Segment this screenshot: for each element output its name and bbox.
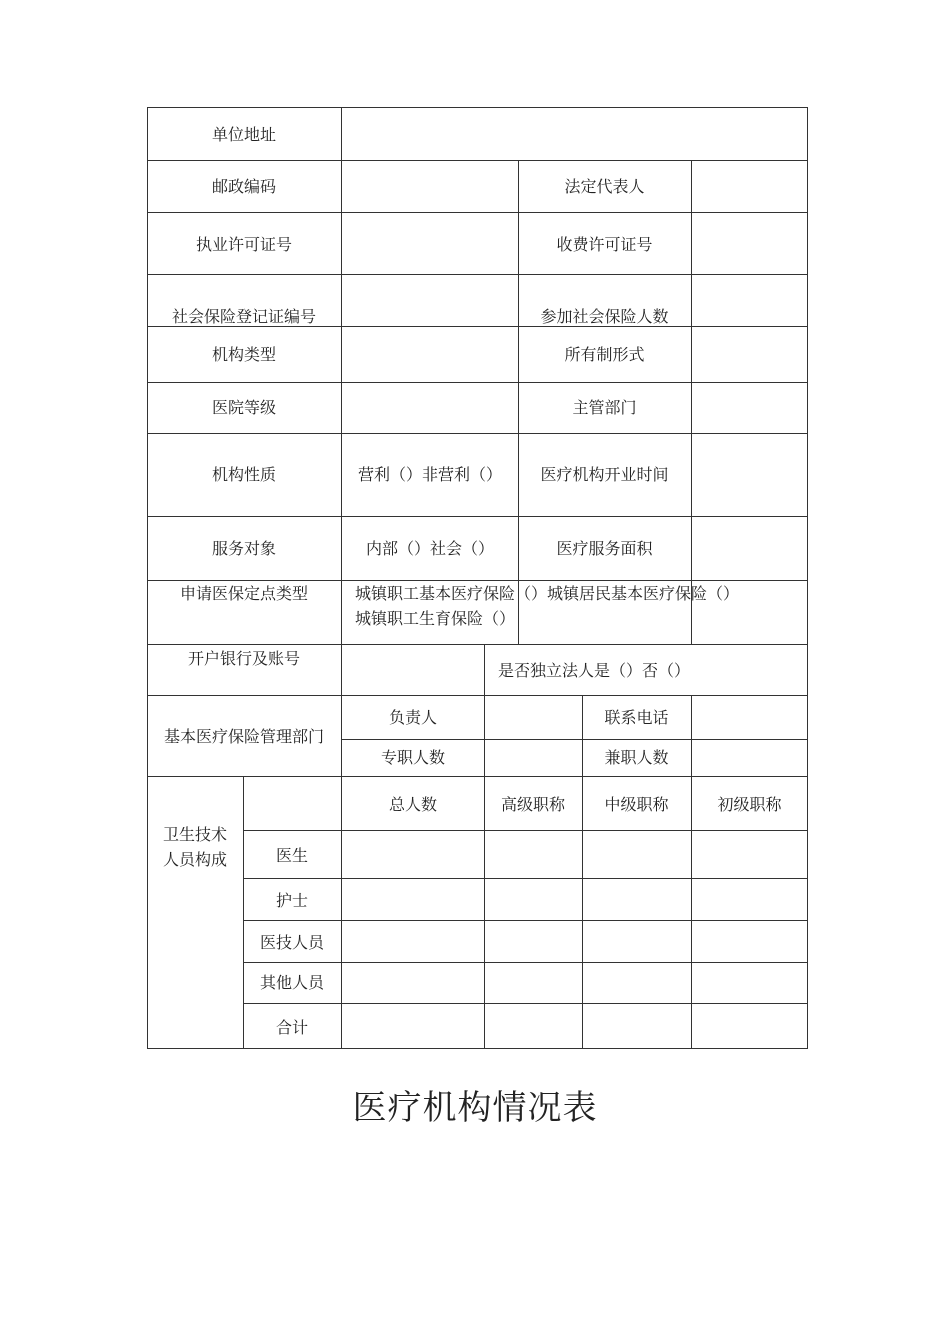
service-area-field[interactable] xyxy=(692,517,807,580)
insurance-dept-label: 基本医疗保险管理部门 xyxy=(163,727,324,746)
org-type-label: 机构类型 xyxy=(211,345,276,364)
row-doctor: 医生 xyxy=(275,846,308,865)
org-type-field[interactable] xyxy=(342,327,518,382)
bank-account-field[interactable] xyxy=(342,645,484,695)
dept-head-field[interactable] xyxy=(485,696,582,739)
service-target-label: 服务对象 xyxy=(211,539,276,558)
fulltime-count-field[interactable] xyxy=(485,740,582,776)
insured-count-label: 参加社会保险人数 xyxy=(540,307,669,326)
insured-count-field[interactable] xyxy=(692,275,807,326)
ownership-field[interactable] xyxy=(692,327,807,382)
ownership-label: 所有制形式 xyxy=(564,345,645,364)
social-insurance-no-field[interactable] xyxy=(342,275,518,326)
contact-phone-field[interactable] xyxy=(692,696,807,739)
fee-license-field[interactable] xyxy=(692,213,807,274)
hospital-level-field[interactable] xyxy=(342,383,518,433)
postal-code-label: 邮政编码 xyxy=(211,177,276,196)
col-intermediate: 中级职称 xyxy=(604,795,669,814)
social-insurance-no-label: 社会保险登记证编号 xyxy=(171,307,316,326)
row-other: 其他人员 xyxy=(259,973,324,992)
service-area-label: 医疗服务面积 xyxy=(556,539,653,558)
bank-account-label: 开户银行及账号 xyxy=(187,649,300,668)
row-medtech: 医技人员 xyxy=(259,933,324,952)
col-senior: 高级职称 xyxy=(500,795,565,814)
legal-rep-field[interactable] xyxy=(692,161,807,212)
page-title: 医疗机构情况表 xyxy=(352,1088,598,1128)
parttime-count-label: 兼职人数 xyxy=(604,748,669,767)
practice-license-field[interactable] xyxy=(342,213,518,274)
staff-group-label-line1: 卫生技术 xyxy=(162,825,227,844)
col-junior: 初级职称 xyxy=(717,795,782,814)
supervising-dept-label: 主管部门 xyxy=(572,398,637,417)
independent-legal-person-options[interactable]: 是否独立法人是（）否（） xyxy=(498,661,691,680)
org-nature-options[interactable]: 营利（）非营利（） xyxy=(357,465,502,484)
row-nurse: 护士 xyxy=(275,891,308,910)
staff-group-label-line2: 人员构成 xyxy=(162,850,227,869)
practice-license-label: 执业许可证号 xyxy=(195,235,292,254)
hospital-level-label: 医院等级 xyxy=(211,398,276,417)
opening-date-label: 医疗机构开业时间 xyxy=(540,465,669,484)
legal-rep-label: 法定代表人 xyxy=(564,177,645,196)
apply-type-label: 申请医保定点类型 xyxy=(179,584,308,603)
fee-license-label: 收费许可证号 xyxy=(556,235,653,254)
service-target-options[interactable]: 内部（）社会（） xyxy=(365,539,494,558)
parttime-count-field[interactable] xyxy=(692,740,807,776)
supervising-dept-field[interactable] xyxy=(692,383,807,433)
row-total: 合计 xyxy=(275,1018,308,1037)
contact-phone-label: 联系电话 xyxy=(604,708,669,727)
address-label: 单位地址 xyxy=(211,125,276,144)
opening-date-field[interactable] xyxy=(692,434,807,516)
medical-institution-form xyxy=(147,107,808,1049)
fulltime-count-label: 专职人数 xyxy=(380,748,445,767)
postal-code-field[interactable] xyxy=(342,161,518,212)
org-nature-label: 机构性质 xyxy=(211,465,276,484)
address-field[interactable] xyxy=(342,108,807,160)
dept-head-label: 负责人 xyxy=(388,708,437,727)
apply-type-options-line1[interactable]: 城镇职工基本医疗保险（）城镇居民基本医疗保险（） xyxy=(355,584,740,603)
apply-type-options-line2[interactable]: 城镇职工生育保险（） xyxy=(355,609,516,628)
col-total: 总人数 xyxy=(388,795,437,814)
